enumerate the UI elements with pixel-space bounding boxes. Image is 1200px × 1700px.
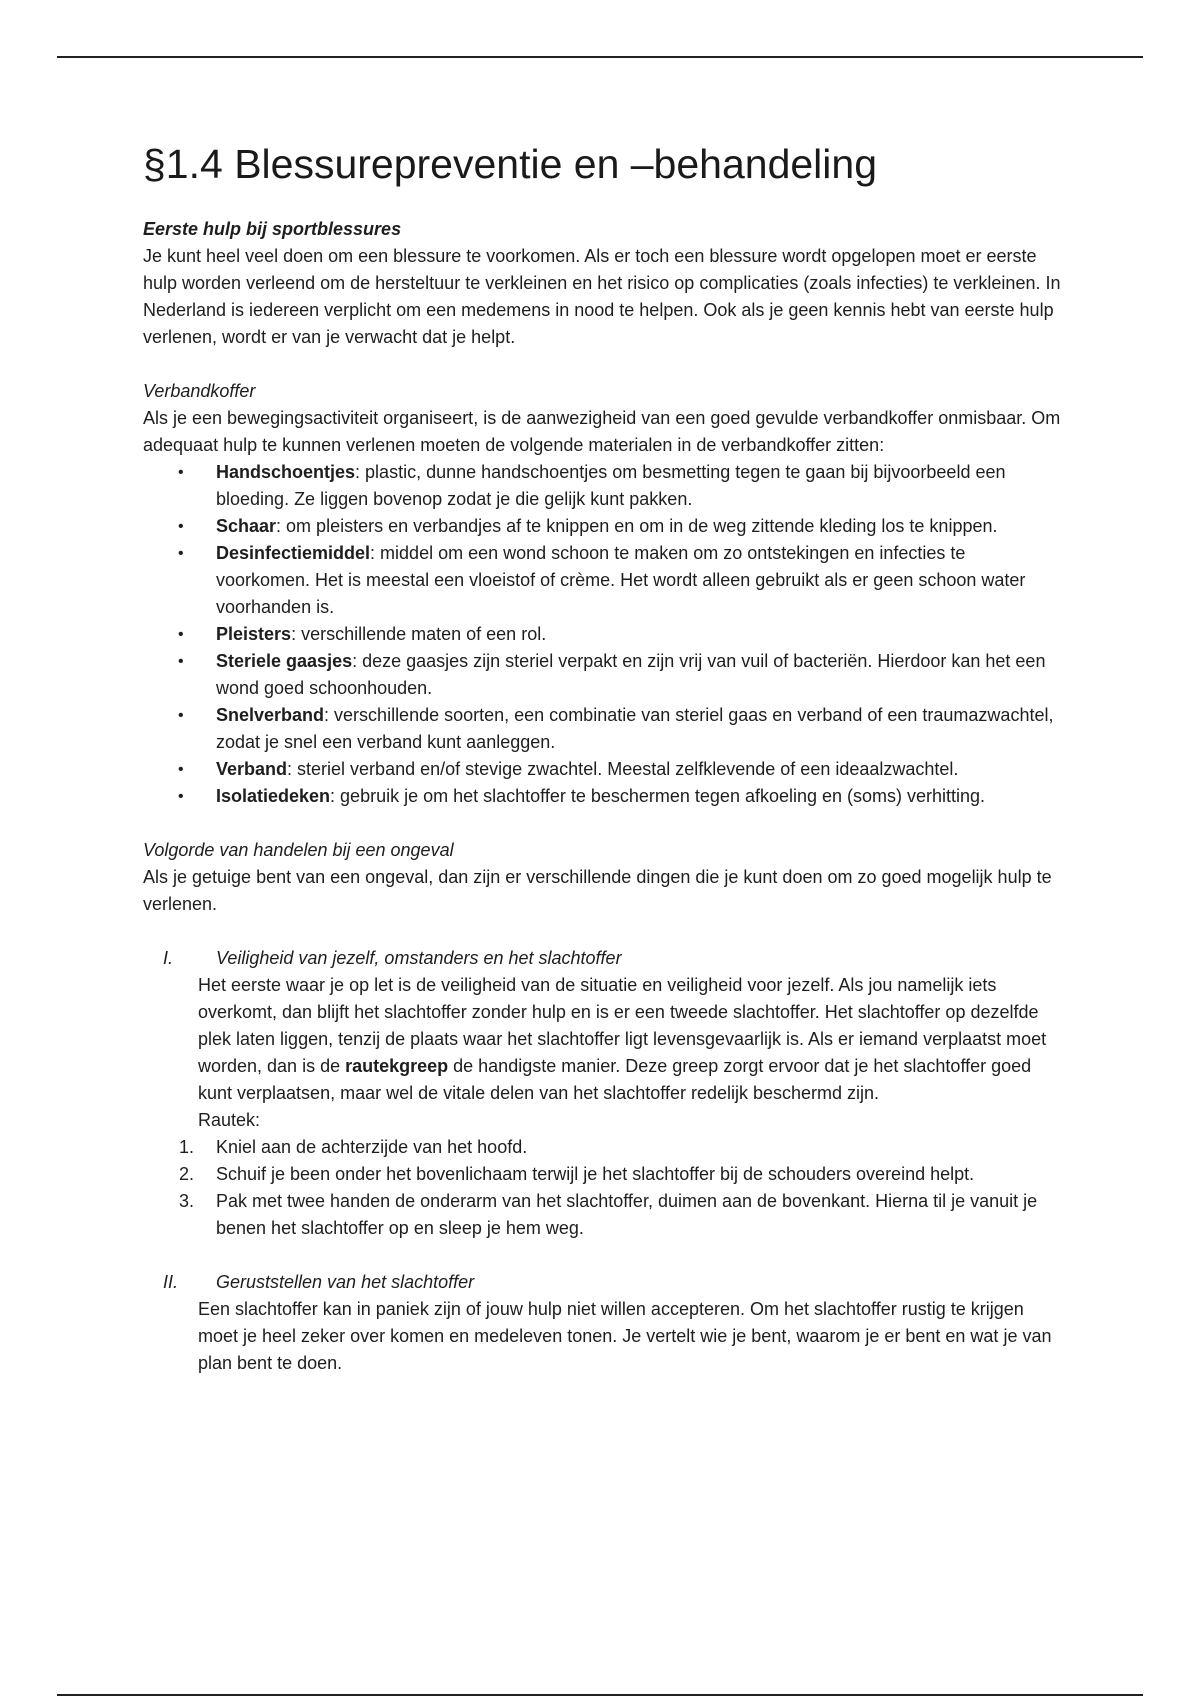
- kit-list: [143, 459, 1063, 810]
- section-title: Geruststellen van het slachtoffer: [216, 1272, 475, 1292]
- list-item: [178, 756, 1063, 783]
- paragraph-text: Het eerste waar je op let is de veiligheid van de situatie en veiligheid voor jezelf. Als jou namelijk iets overkomt, dan blijft het slachtoffer zonder hulp en is er een tweede slachtoffer. Het slachtoffer op dezelfde plek laten liggen, tenzij de plaats waar het slachtoffer ligt levensgevaarlijk is. Als er iemand verplaatst moet worden, dan is de: [198, 975, 1047, 1076]
- step-text: Pak met twee handen de onderarm van het slachtoffer, duimen aan de bovenkant. Hierna til je vanuit je benen het slachtoffer op en sleep je hem weg.: [216, 1191, 1038, 1238]
- bullet-icon: •: [178, 464, 184, 481]
- item-term: Isolatiedeken: [216, 786, 331, 806]
- bold-term: rautekgreep: [345, 1056, 449, 1076]
- accident-heading: Volgorde van handelen bij een ongeval: [143, 840, 454, 860]
- section-title: Veiligheid van jezelf, omstanders en het slachtoffer: [216, 948, 622, 968]
- list-item: [179, 1134, 1063, 1161]
- list-item: [178, 540, 1063, 621]
- bullet-icon: •: [178, 545, 184, 562]
- bullet-icon: •: [178, 761, 184, 778]
- bullet-icon: •: [178, 788, 184, 805]
- list-item: [179, 1161, 1063, 1188]
- item-desc: : om pleisters en verbandjes af te knippen en om in de weg zittende kleding los te knippen.: [276, 516, 998, 536]
- item-desc: : deze gaasjes zijn steriel verpakt en zijn vrij van vuil of bacteriën. Hierdoor kan het een wond goed schoonhouden.: [216, 651, 1046, 698]
- intro-heading: Eerste hulp bij sportblessures: [143, 219, 402, 239]
- bullet-icon: •: [178, 518, 184, 535]
- list-item: [178, 648, 1063, 702]
- list-item: [178, 702, 1063, 756]
- item-desc: : verschillende soorten, een combinatie van steriel gaas en verband of een traumazwachtel, zodat je snel een verband kunt aanleggen.: [216, 705, 1054, 752]
- section-numeral: I.: [163, 948, 174, 968]
- step-number: 3.: [179, 1191, 195, 1211]
- item-term: Schaar: [216, 516, 277, 536]
- kit-heading: Verbandkoffer: [143, 381, 256, 401]
- item-desc: : plastic, dunne handschoentjes om besmetting tegen te gaan bij bijvoorbeeld een bloeding. Ze liggen bovenop zodat je die gelijk kunt pakken.: [216, 462, 1006, 509]
- item-term: Desinfectiemiddel: [216, 543, 371, 563]
- list-item: [178, 783, 1063, 810]
- bullet-icon: •: [178, 707, 184, 724]
- paragraph-text: de handigste manier. Deze greep zorgt ervoor dat je het slachtoffer goed kunt verplaatsen, maar wel de vitale delen van het slachtoffer redelijk beschermd zijn.: [198, 1056, 1032, 1103]
- item-desc: : gebruik je om het slachtoffer te beschermen tegen afkoeling en (soms) verhitting.: [330, 786, 986, 806]
- document-body: [143, 136, 1063, 1377]
- item-desc: : verschillende maten of een rol.: [291, 624, 547, 644]
- rautek-label: Rautek:: [198, 1110, 261, 1130]
- item-desc: : steriel verband en/of stevige zwachtel. Meestal zelfklevende of een ideaalzwachtel.: [287, 759, 959, 779]
- kit-paragraph: Als je een bewegingsactiviteit organiseert, is de aanwezigheid van een goed gevulde verbandkoffer onmisbaar. Om adequaat hulp te kunnen verlenen moeten de volgende materialen in de verbandkoffer zitten:: [143, 408, 1061, 455]
- section-numeral: II.: [163, 1272, 179, 1292]
- section-heading: [143, 945, 1063, 972]
- page-title: §1.4 Blessurepreventie en –behandeling: [143, 141, 877, 187]
- rautek-steps: [143, 1134, 1063, 1242]
- list-item: [178, 513, 1063, 540]
- section-paragraph: [143, 972, 1063, 1107]
- step-text: Kniel aan de achterzijde van het hoofd.: [216, 1137, 528, 1157]
- bullet-icon: •: [178, 626, 184, 643]
- list-item: [178, 459, 1063, 513]
- step-text: Schuif je been onder het bovenlichaam terwijl je het slachtoffer bij de schouders overeind helpt.: [216, 1164, 975, 1184]
- item-term: Pleisters: [216, 624, 292, 644]
- section-reassure: [143, 1269, 1063, 1377]
- step-number: 2.: [179, 1164, 195, 1184]
- list-item: [179, 1188, 1063, 1242]
- accident-paragraph: Als je getuige bent van een ongeval, dan zijn er verschillende dingen die je kunt doen om zo goed mogelijk hulp te verlenen.: [143, 867, 1052, 914]
- intro-paragraph: Je kunt heel veel doen om een blessure te voorkomen. Als er toch een blessure wordt opgelopen moet er eerste hulp worden verleend om de hersteltuur te verkleinen en het risico op complicaties (zoals infecties) te verkleinen. In Nederland is iedereen verplicht om een medemens in nood te helpen. Ook als je geen kennis hebt van eerste hulp verlenen, wordt er van je verwacht dat je helpt.: [143, 246, 1061, 347]
- step-number: 1.: [179, 1137, 195, 1157]
- section-paragraph: Een slachtoffer kan in paniek zijn of jouw hulp niet willen accepteren. Om het slachtoffer rustig te krijgen moet je heel zeker over komen en medeleven tonen. Je vertelt wie je bent, waarom je er bent en wat je van plan bent te doen.: [198, 1299, 1052, 1373]
- section-safety: [143, 945, 1063, 1242]
- item-term: Verband: [216, 759, 288, 779]
- item-term: Handschoentjes: [216, 462, 356, 482]
- footer-rule: [57, 1694, 1143, 1696]
- section-heading: [143, 1269, 1063, 1296]
- item-term: Snelverband: [216, 705, 325, 725]
- header-rule: [57, 56, 1143, 58]
- list-item: [178, 621, 1063, 648]
- item-desc: : middel om een wond schoon te maken om zo ontstekingen en infecties te voorkomen. Het is meestal een vloeistof of crème. Het wordt alleen gebruikt als er geen schoon water voorhanden is.: [216, 543, 1026, 617]
- bullet-icon: •: [178, 653, 184, 670]
- item-term: Steriele gaasjes: [216, 651, 353, 671]
